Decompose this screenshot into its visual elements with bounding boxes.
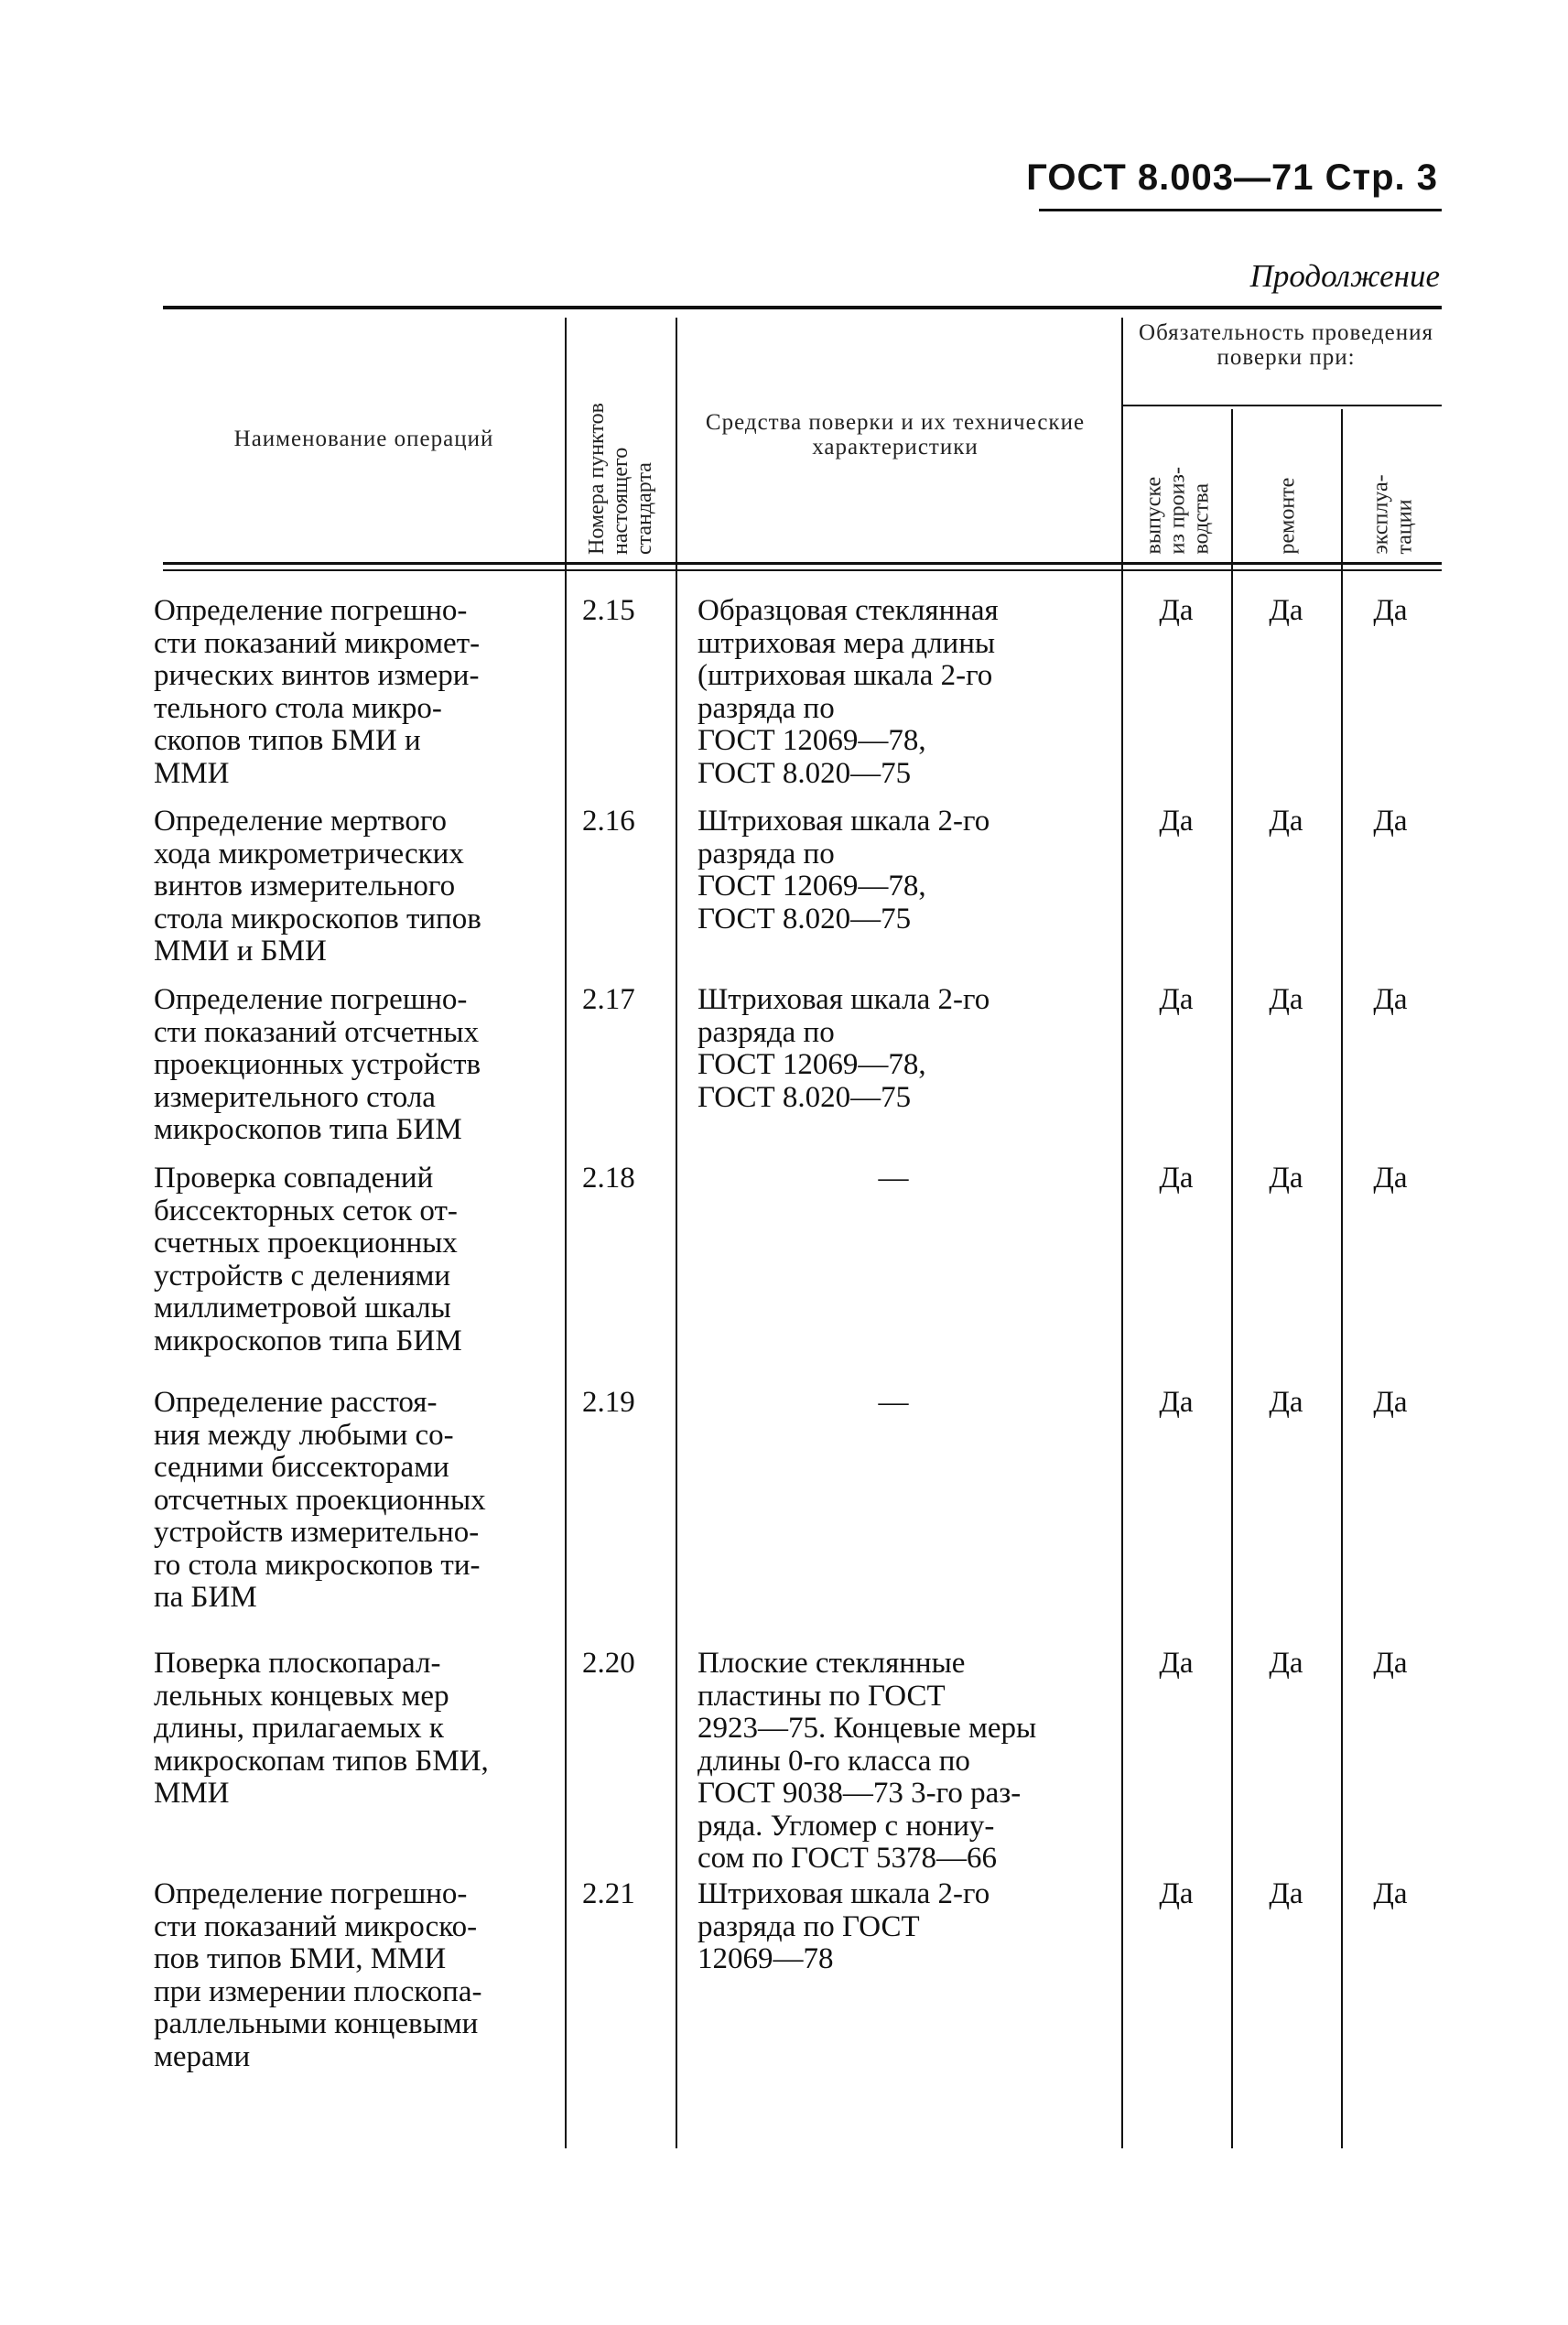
verification-means: —	[878, 1386, 909, 1419]
col-divider-2	[676, 318, 677, 2148]
header-means: Средства поверки и их технические характеристики	[705, 410, 1086, 460]
use-mark: Да	[1373, 983, 1408, 1016]
repair-mark: Да	[1269, 1386, 1303, 1419]
header-bottom-rule	[163, 562, 1442, 565]
item-number: 2.19	[582, 1386, 635, 1419]
verification-means: Плоские стеклянные пластины по ГОСТ 2923—75. Концевые меры длины 0-го класса по ГОСТ 9038—73 3-го раз- ряда. Угломер с нониу- сом по ГОСТ 5378—66	[697, 1647, 1037, 1875]
col-divider-4	[1231, 409, 1233, 2148]
verification-means: —	[878, 1162, 909, 1195]
header-repair: ремонте	[1275, 477, 1300, 555]
item-number: 2.16	[582, 805, 635, 838]
release-mark: Да	[1159, 594, 1194, 627]
header-mandatory: Обязательность проведения поверки при:	[1139, 320, 1433, 370]
operation-name: Проверка совпадений биссекторных сеток от- счетных проекционных устройств с делениями миллиметровой шкалы микроскопов типа БИМ	[154, 1162, 462, 1357]
use-mark: Да	[1373, 805, 1408, 838]
operation-name: Определение мертвого хода микрометрических винтов измерительного стола микроскопов типов ММИ и БМИ	[154, 805, 481, 968]
release-mark: Да	[1159, 1386, 1194, 1419]
operation-name: Поверка плоскопарал- лельных концевых мер длины, прилагаемых к микроскопам типов БМИ, ММИ	[154, 1647, 489, 1810]
col-divider-5	[1341, 409, 1343, 2148]
col-divider-3	[1121, 318, 1123, 2148]
release-mark: Да	[1159, 1877, 1194, 1910]
repair-mark: Да	[1269, 1162, 1303, 1195]
use-mark: Да	[1373, 1647, 1408, 1680]
col-divider-1	[565, 318, 567, 2148]
header-operation: Наименование операций	[233, 427, 494, 451]
item-number: 2.21	[582, 1877, 635, 1910]
repair-mark: Да	[1269, 1877, 1303, 1910]
use-mark: Да	[1373, 1386, 1408, 1419]
document-reference: ГОСТ 8.003—71 Стр. 3	[1026, 157, 1438, 198]
header-rule	[1039, 209, 1442, 211]
verification-means: Штриховая шкала 2-го разряда по ГОСТ 12069—78, ГОСТ 8.020—75	[697, 983, 990, 1114]
use-mark: Да	[1373, 1877, 1408, 1910]
use-mark: Да	[1373, 1162, 1408, 1195]
item-number: 2.20	[582, 1647, 635, 1680]
release-mark: Да	[1159, 1162, 1194, 1195]
operation-name: Определение погрешно- сти показаний микроско- пов типов БМИ, ММИ при измерении плоскопа- раллельными концевыми мерами	[154, 1877, 482, 2073]
header-bottom-rule-2	[163, 569, 1442, 571]
item-number: 2.17	[582, 983, 635, 1016]
item-number: 2.15	[582, 594, 635, 627]
operation-name: Определение расстоя- ния между любыми со- седними биссекторами отсчетных проекционных устройств измерительно- го стола микроскопов ти- па БИМ	[154, 1386, 486, 1614]
operation-name: Определение погрешно- сти показаний отсчетных проекционных устройств измерительного стола микроскопов типа БИМ	[154, 983, 481, 1146]
release-mark: Да	[1159, 1647, 1194, 1680]
table-top-rule	[163, 306, 1442, 309]
verification-means: Штриховая шкала 2-го разряда по ГОСТ 12069—78	[697, 1877, 990, 1975]
continuation-label: Продолжение	[1249, 258, 1440, 294]
header-release: выпуске из произ- водства	[1141, 467, 1214, 555]
release-mark: Да	[1159, 805, 1194, 838]
mandatory-subrule	[1121, 405, 1442, 406]
operation-name: Определение погрешно- сти показаний микромет- рических винтов измери- тельного стола микро- скопов типов БМИ и ММИ	[154, 594, 481, 790]
item-number: 2.18	[582, 1162, 635, 1195]
use-mark: Да	[1373, 594, 1408, 627]
header-item-numbers: Номера пунктов настоящего стандарта	[584, 403, 656, 555]
repair-mark: Да	[1269, 1647, 1303, 1680]
repair-mark: Да	[1269, 983, 1303, 1016]
verification-means: Штриховая шкала 2-го разряда по ГОСТ 12069—78, ГОСТ 8.020—75	[697, 805, 990, 935]
header-use: эксплуа- тации	[1368, 474, 1417, 555]
release-mark: Да	[1159, 983, 1194, 1016]
verification-means: Образцовая стеклянная штриховая мера длины (штриховая шкала 2-го разряда по ГОСТ 12069—78, ГОСТ 8.020—75	[697, 594, 999, 790]
repair-mark: Да	[1269, 805, 1303, 838]
repair-mark: Да	[1269, 594, 1303, 627]
